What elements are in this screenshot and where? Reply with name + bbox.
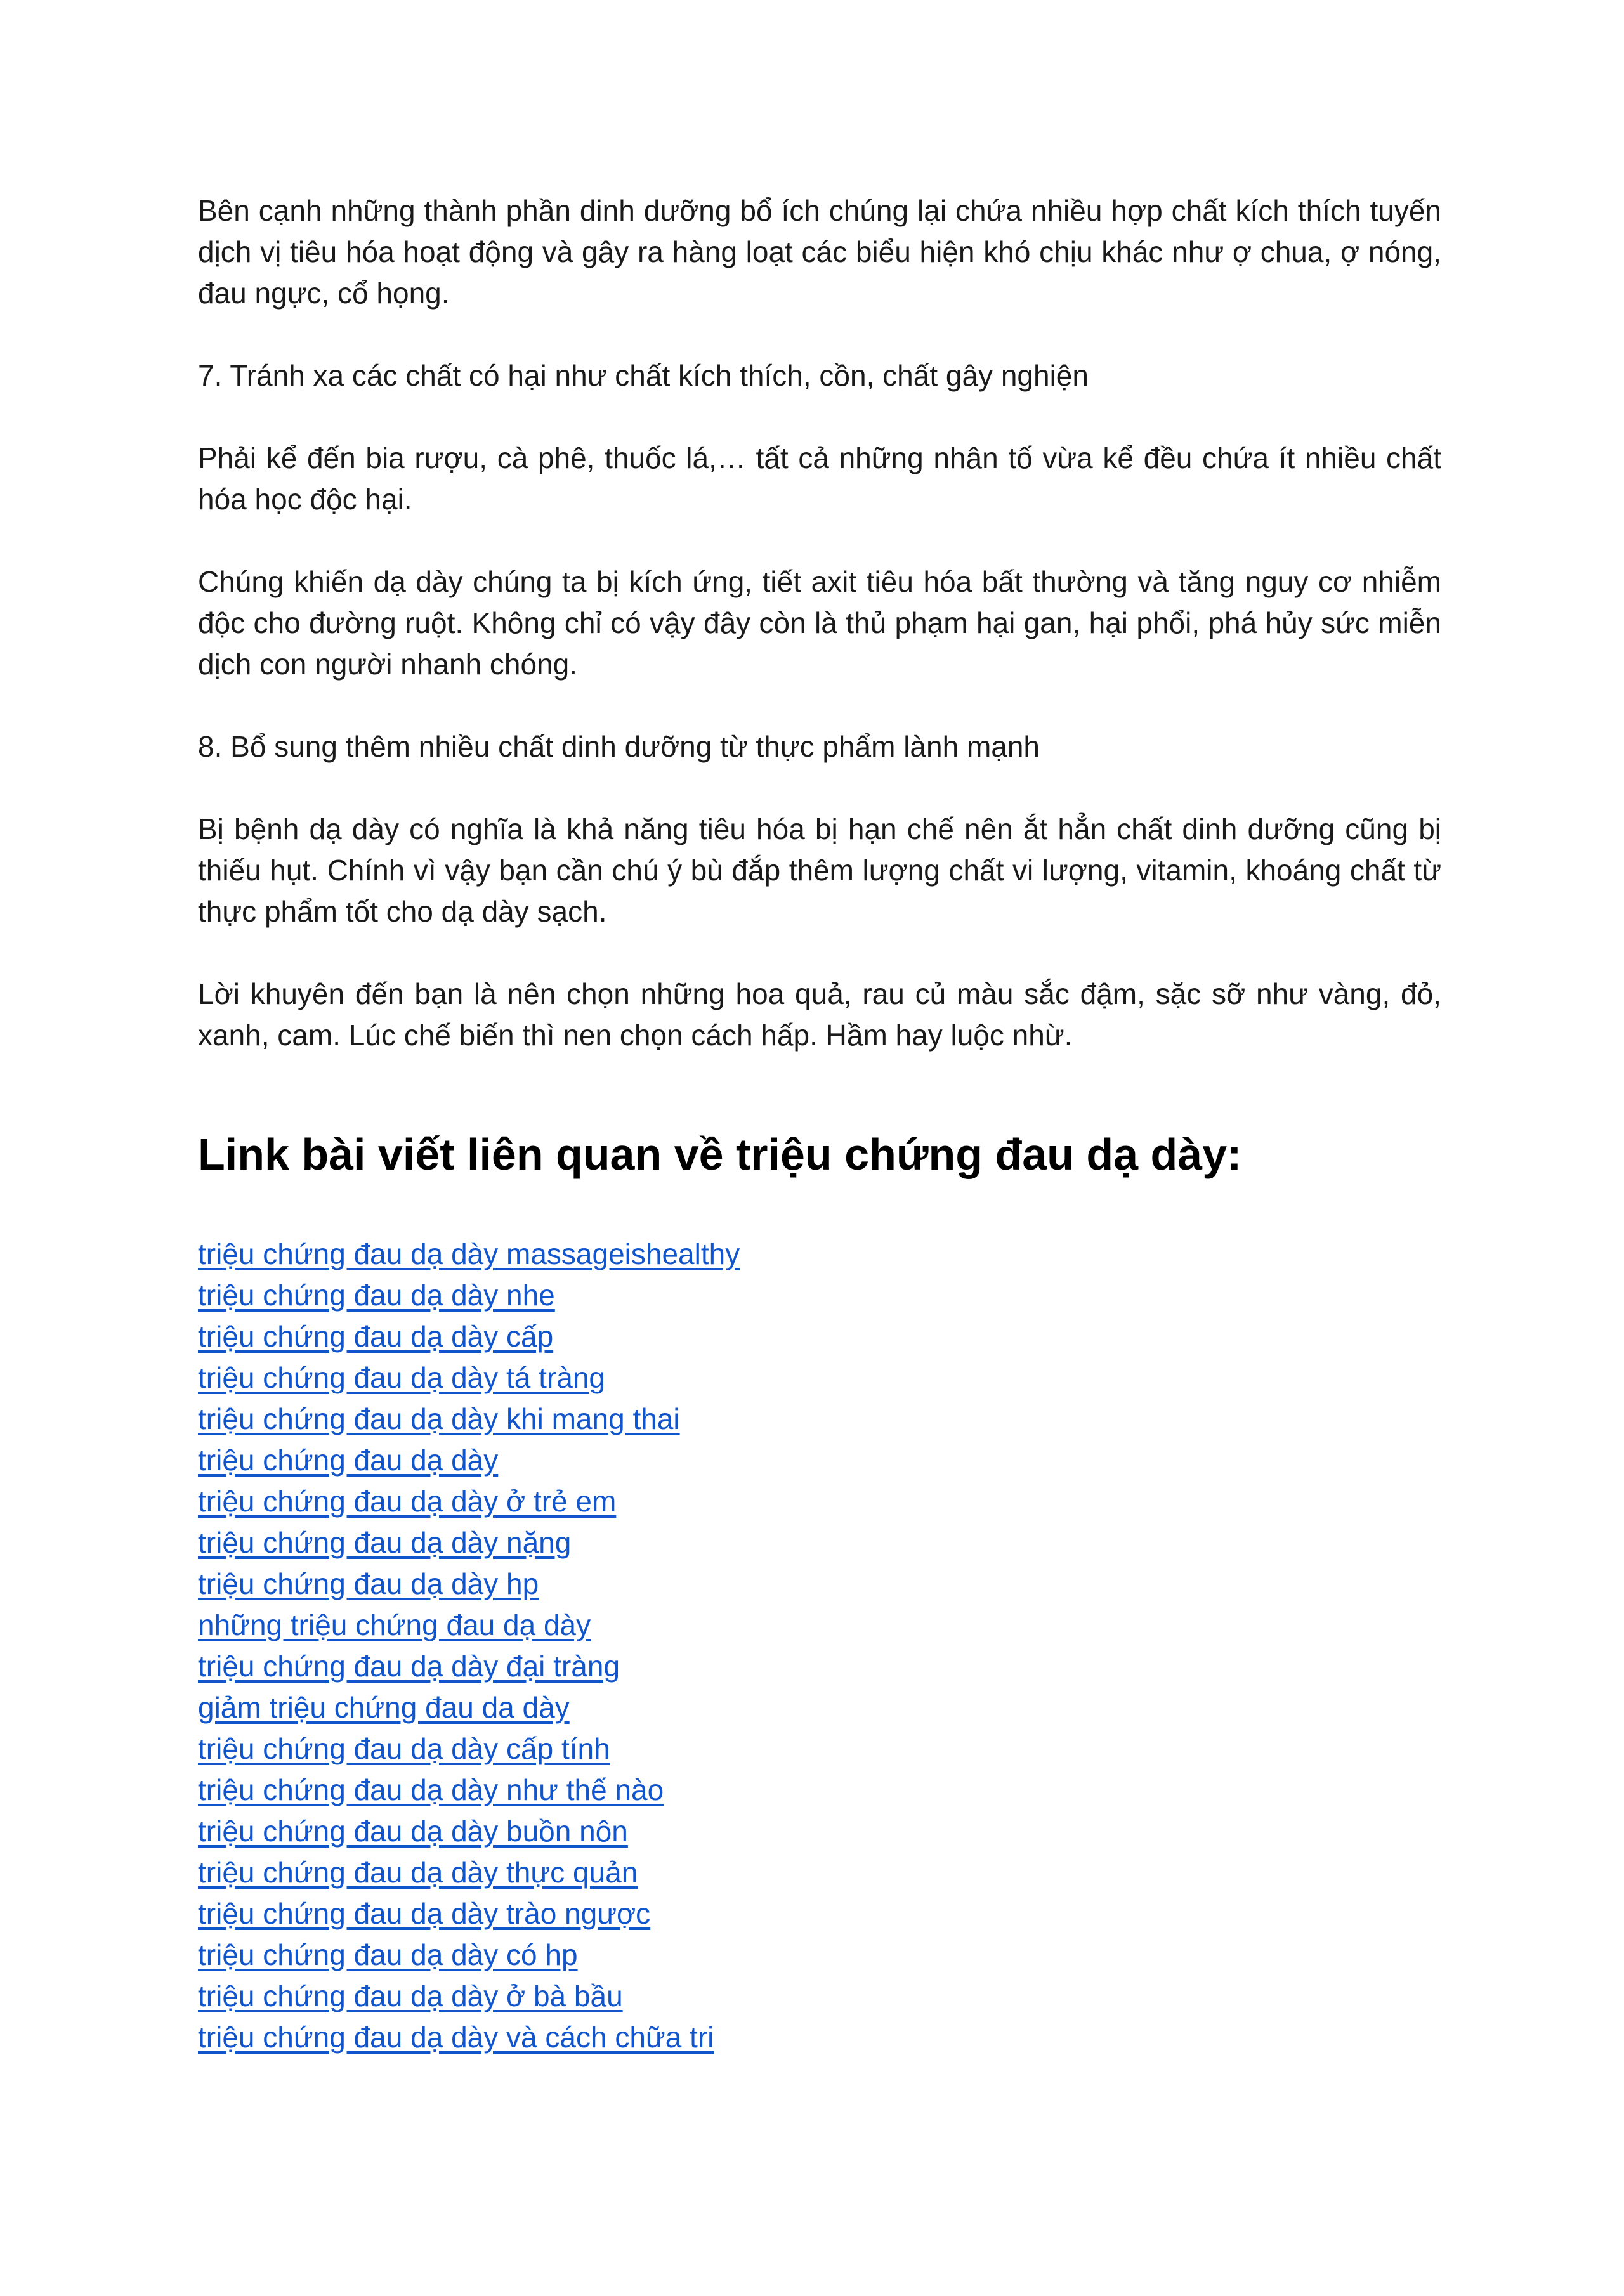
section-heading-7: 7. Tránh xa các chất có hại như chất kích thích, cồn, chất gây nghiện (198, 359, 1089, 392)
related-link[interactable]: triệu chứng đau dạ dày ở bà bầu (198, 1980, 623, 2012)
document-page (198, 190, 1441, 2058)
paragraph-irritation: Chúng khiến dạ dày chúng ta bị kích ứng, tiết axit tiêu hóa bất thường và tăng nguy cơ nhiễm độc cho đường ruột. Không chỉ có vậy đây còn là thủ phạm hại gan, hại phổi, phá hủy sức miễn dịch con người nhanh chóng. (198, 565, 1441, 681)
section-heading-8: 8. Bổ sung thêm nhiều chất dinh dưỡng từ thực phẩm lành mạnh (198, 730, 1040, 763)
list-item (198, 1976, 1441, 2017)
paragraph-intro: Bên cạnh những thành phần dinh dưỡng bổ ích chúng lại chứa nhiều hợp chất kích thích tuyến dịch vị tiêu hóa hoạt động và gây ra hàng loạt các biểu hiện khó chịu khác như ợ chua, ợ nóng, đau ngực, cổ họng. (198, 194, 1441, 310)
list-item (198, 1522, 1441, 1563)
related-link[interactable]: triệu chứng đau dạ dày buồn nôn (198, 1815, 628, 1848)
related-link[interactable]: triệu chứng đau dạ dày (198, 1444, 499, 1477)
list-item (198, 1934, 1441, 1976)
related-link[interactable]: triệu chứng đau dạ dày massageishealthy (198, 1237, 740, 1270)
related-link[interactable]: triệu chứng đau dạ dày tá tràng (198, 1361, 606, 1394)
list-item (198, 1893, 1441, 1934)
related-link[interactable]: triệu chứng đau dạ dày có hp (198, 1938, 578, 1971)
related-link[interactable]: triệu chứng đau dạ dày và cách chữa tri (198, 2021, 714, 2054)
list-item (198, 1770, 1441, 1811)
list-item (198, 1275, 1441, 1316)
list-item (198, 1811, 1441, 1852)
related-link[interactable]: triệu chứng đau dạ dày hp (198, 1567, 539, 1600)
list-item (198, 1605, 1441, 1646)
related-link[interactable]: triệu chứng đau dạ dày cấp (198, 1320, 554, 1353)
list-item (198, 1728, 1441, 1770)
list-item (198, 1481, 1441, 1522)
paragraph-nutrition: Bị bệnh dạ dày có nghĩa là khả năng tiêu hóa bị hạn chế nên ắt hẳn chất dinh dưỡng cũng bị thiếu hụt. Chính vì vậy bạn cần chú ý bù đắp thêm lượng chất vi lượng, vitamin, khoáng chất từ thực phẩm tốt cho dạ dày sạch. (198, 812, 1441, 928)
related-links-list (198, 1234, 1441, 2058)
related-links-heading: Link bài viết liên quan về triệu chứng đau dạ dày: (198, 1130, 1242, 1179)
list-item (198, 1687, 1441, 1728)
list-item (198, 1440, 1441, 1481)
related-link[interactable]: triệu chứng đau dạ dày khi mang thai (198, 1402, 680, 1435)
paragraph-advice: Lời khuyên đến bạn là nên chọn những hoa quả, rau củ màu sắc đậm, sặc sỡ như vàng, đỏ, xanh, cam. Lúc chế biến thì nen chọn cách hấp. Hầm hay luộc nhừ. (198, 977, 1441, 1052)
related-link[interactable]: triệu chứng đau dạ dày nặng (198, 1526, 572, 1559)
related-link[interactable]: triệu chứng đau dạ dày ở trẻ em (198, 1485, 617, 1518)
list-item (198, 1357, 1441, 1399)
related-link[interactable]: triệu chứng đau dạ dày nhe (198, 1279, 555, 1312)
list-item (198, 1563, 1441, 1605)
list-item (198, 1399, 1441, 1440)
list-item (198, 1646, 1441, 1687)
related-link[interactable]: triệu chứng đau dạ dày cấp tính (198, 1732, 610, 1765)
related-link[interactable]: những triệu chứng đau dạ dày (198, 1608, 591, 1641)
paragraph-harmful-substances: Phải kể đến bia rượu, cà phê, thuốc lá,… tất cả những nhân tố vừa kể đều chứa ít nhiều chất hóa học độc hại. (198, 441, 1441, 516)
related-link[interactable]: triệu chứng đau dạ dày như thế nào (198, 1773, 664, 1806)
list-item (198, 1852, 1441, 1893)
related-link[interactable]: triệu chứng đau dạ dày thực quản (198, 1856, 638, 1889)
related-link[interactable]: triệu chứng đau dạ dày đại tràng (198, 1650, 620, 1683)
related-link[interactable]: triệu chứng đau dạ dày trào ngược (198, 1897, 651, 1930)
list-item (198, 1234, 1441, 1275)
related-link[interactable]: giảm triệu chứng đau da dày (198, 1691, 570, 1724)
list-item (198, 1316, 1441, 1357)
list-item (198, 2017, 1441, 2058)
